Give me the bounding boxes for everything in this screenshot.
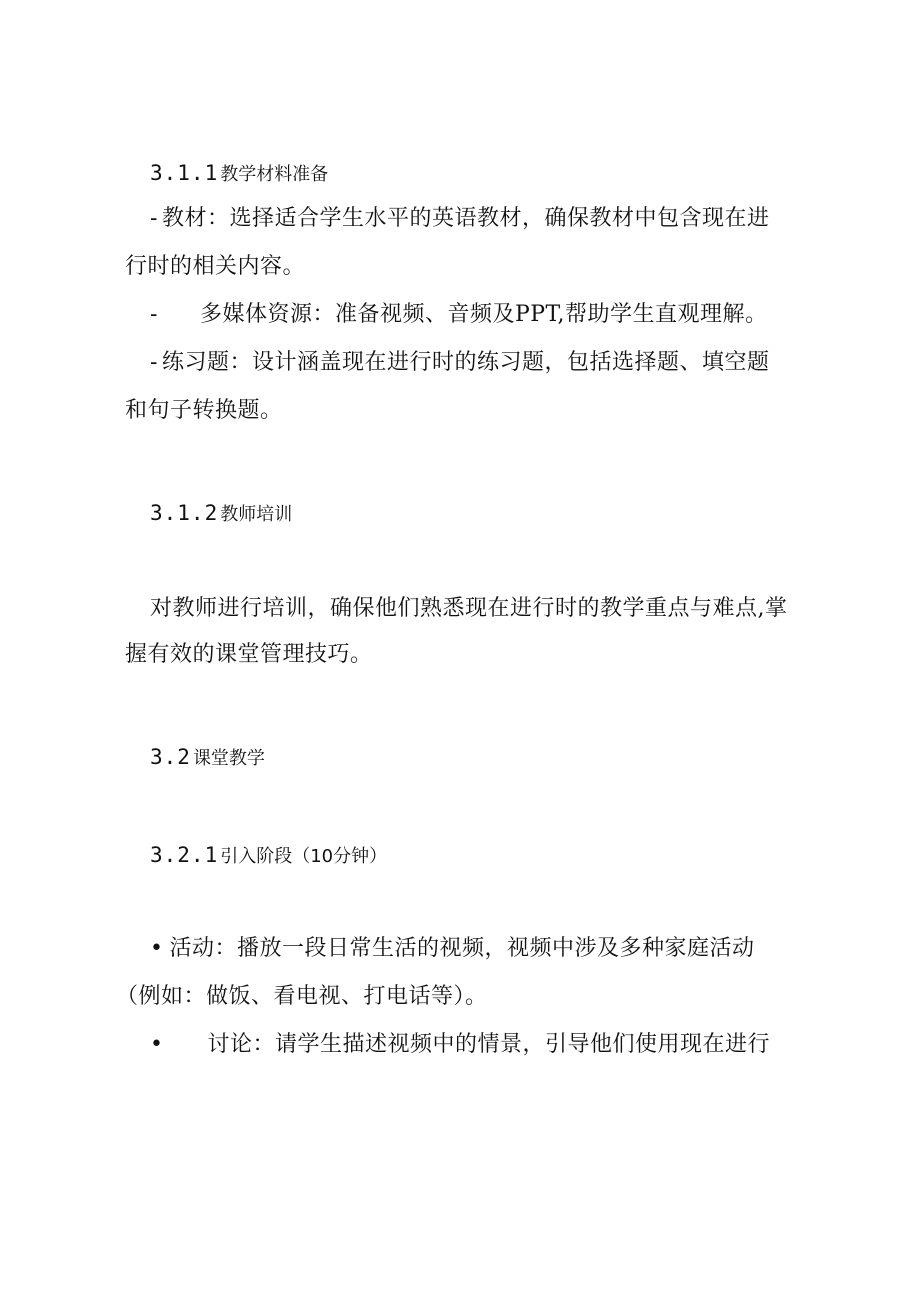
list-item-text: 行时的相关内容。 <box>125 254 306 279</box>
bullet-item-text: 活动：播放一段日常生活的视频，视频中涉及多种家庭活动 <box>169 936 755 961</box>
paragraph-text: 对教师进行培训，确保他们熟悉现在进行时的教学重点与难点,掌 <box>150 596 788 621</box>
list-item-continuation <box>125 252 305 282</box>
section-heading-3-1-2 <box>150 500 292 528</box>
dash-marker: - <box>150 206 158 231</box>
list-item-text: 教材：选择适合学生水平的英语教材，确保教材中包含现在进 <box>161 206 770 231</box>
bullet-item-discussion <box>150 1030 770 1060</box>
dash-marker: - <box>150 302 158 327</box>
section-title: 课堂教学 <box>192 748 265 769</box>
list-item-exercises <box>150 348 769 378</box>
section-number: 3.1.2 <box>150 501 219 525</box>
paragraph-line <box>150 594 788 624</box>
list-item-text: 练习题：设计涵盖现在进行时的练习题，包括选择题、填空题 <box>161 350 770 375</box>
section-heading-3-1-1 <box>150 160 328 188</box>
dash-marker: - <box>150 350 158 375</box>
paragraph-line <box>125 640 373 670</box>
list-item-multimedia <box>150 300 767 330</box>
section-number: 3.1.1 <box>150 161 219 185</box>
bullet-item-text: （例如：做饭、看电视、打电话等）。 <box>116 984 488 1009</box>
list-item-continuation <box>125 396 283 426</box>
section-number: 3.2 <box>150 745 191 769</box>
list-item-text: 和句子转换题。 <box>125 398 283 423</box>
paragraph-text: 握有效的课堂管理技巧。 <box>125 642 373 667</box>
section-title: 引入阶段（10分钟） <box>220 846 388 867</box>
list-item-textbook <box>150 204 769 234</box>
bullet-item-text: 讨论：请学生描述视频中的情景，引导他们使用现在进行 <box>207 1032 770 1057</box>
list-item-text: 多媒体资源：准备视频、音频及PPT,帮助学生直观理解。 <box>199 302 768 327</box>
section-title: 教学材料准备 <box>220 164 329 185</box>
section-heading-3-2-1 <box>150 842 387 870</box>
bullet-marker: • <box>150 936 164 961</box>
bullet-item-activity <box>150 934 755 964</box>
section-heading-3-2 <box>150 744 265 772</box>
section-number: 3.2.1 <box>150 843 219 867</box>
bullet-marker: • <box>150 1032 164 1057</box>
section-title: 教师培训 <box>220 504 293 525</box>
bullet-item-continuation <box>116 982 488 1012</box>
